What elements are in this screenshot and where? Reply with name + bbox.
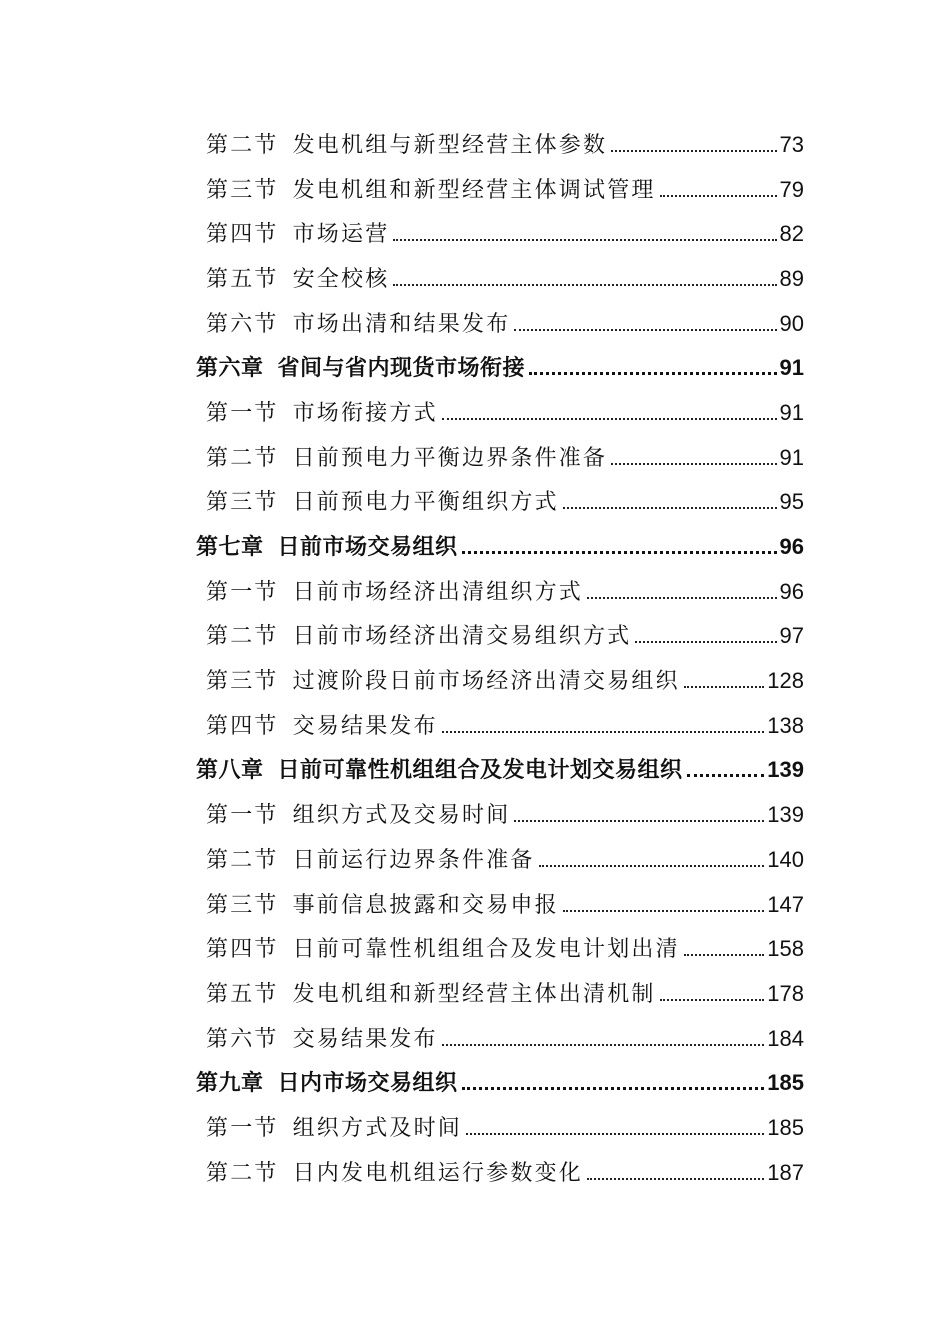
toc-chapter-entry[interactable]: [0, 747, 950, 792]
toc-entry-label: [206, 396, 438, 427]
toc-entry-line: [0, 173, 950, 204]
toc-page-number: 82: [779, 221, 804, 247]
toc-entry-number: 第二节: [206, 1160, 279, 1186]
toc-entry-title: 组织方式及时间: [292, 1115, 463, 1141]
dot-leader: [684, 686, 764, 688]
toc-section-entry[interactable]: [0, 1015, 950, 1060]
dot-leader: [514, 820, 764, 822]
toc-page-number: 96: [779, 578, 804, 604]
toc-entry-label: [206, 664, 680, 695]
toc-entry-line: [0, 262, 950, 293]
toc-entry-title: 过渡阶段日前市场经济出清交易组织: [292, 669, 680, 695]
toc-page-number: 90: [779, 310, 804, 336]
dot-leader: [635, 641, 776, 643]
dot-leader: [660, 999, 765, 1001]
toc-entry-label: [206, 217, 389, 248]
toc-entry-title: 日前市场经济出清交易组织方式: [292, 624, 632, 650]
toc-entry-number: 第四节: [206, 713, 279, 739]
toc-entry-line: [0, 217, 950, 248]
toc-page-number: 96: [779, 534, 804, 560]
toc-entry-line: [0, 351, 950, 382]
toc-section-entry[interactable]: [0, 702, 950, 747]
dot-leader: [684, 954, 764, 956]
toc-entry-title: 日内发电机组运行参数变化: [292, 1160, 584, 1186]
toc-entry-title: 日内市场交易组织: [277, 1071, 458, 1097]
toc-page-number: 79: [779, 176, 804, 202]
toc-chapter-entry[interactable]: [0, 1059, 950, 1104]
toc-entry-label: [206, 798, 510, 829]
toc-page-number: 91: [779, 444, 804, 470]
toc-page-number: 158: [767, 936, 804, 962]
toc-entry-line: [0, 1066, 950, 1097]
toc-entry-line: [0, 709, 950, 740]
toc-entry-number: 第五节: [206, 266, 279, 292]
toc-section-entry[interactable]: [0, 970, 950, 1015]
toc-entry-number: 第一节: [206, 1115, 279, 1141]
toc-entry-line: [0, 485, 950, 516]
toc-page-number: 139: [767, 757, 804, 783]
toc-page-number: 139: [767, 802, 804, 828]
toc-entry-number: 第一节: [206, 803, 279, 829]
toc-entry-line: [0, 753, 950, 784]
toc-entry-title: 交易结果发布: [292, 1026, 438, 1052]
toc-entry-number: 第八章: [196, 758, 264, 784]
toc-entry-number: 第二节: [206, 132, 279, 158]
toc-entry-title: 发电机组与新型经营主体参数: [292, 132, 608, 158]
toc-entry-line: [0, 307, 950, 338]
toc-entry-label: [206, 1156, 583, 1187]
toc-page-number: 140: [767, 846, 804, 872]
dot-leader: [393, 284, 776, 286]
toc-page-number: 138: [767, 712, 804, 738]
dot-leader: [539, 865, 765, 867]
dot-leader: [393, 239, 776, 241]
dot-leader: [587, 1178, 764, 1180]
toc-entry-label: [206, 575, 583, 606]
toc-section-entry[interactable]: [0, 210, 950, 255]
dot-leader: [687, 774, 765, 777]
toc-entry-title: 日前预电力平衡组织方式: [292, 490, 559, 516]
toc-entry-title: 市场出清和结果发布: [292, 311, 511, 337]
dot-leader: [563, 910, 764, 912]
toc-entry-title: 发电机组和新型经营主体出清机制: [292, 981, 656, 1007]
toc-entry-number: 第一节: [206, 400, 279, 426]
toc-page-number: 89: [779, 265, 804, 291]
dot-leader: [462, 1087, 765, 1090]
toc-section-entry[interactable]: [0, 613, 950, 658]
toc-section-entry[interactable]: [0, 836, 950, 881]
toc-section-entry[interactable]: [0, 1104, 950, 1149]
toc-entry-line: [0, 664, 950, 695]
toc-entry-number: 第七章: [196, 535, 264, 561]
toc-entry-line: [0, 888, 950, 919]
toc-page-number: 128: [767, 668, 804, 694]
dot-leader: [529, 372, 776, 375]
toc-entry-number: 第三节: [206, 892, 279, 918]
toc-page-number: 95: [779, 489, 804, 515]
toc-entry-label: [206, 843, 535, 874]
toc-entry-title: 交易结果发布: [292, 713, 438, 739]
toc-entry-number: 第六节: [206, 311, 279, 337]
toc-entry-label: [206, 977, 656, 1008]
dot-leader: [587, 597, 777, 599]
toc-entry-line: [0, 575, 950, 606]
toc-chapter-entry[interactable]: [0, 344, 950, 389]
toc-section-entry[interactable]: [0, 479, 950, 524]
toc-page-number: 185: [767, 1070, 804, 1096]
toc-entry-label: [196, 1066, 458, 1097]
toc-section-entry[interactable]: [0, 434, 950, 479]
toc-entry-title: 市场运营: [292, 222, 390, 248]
dot-leader: [462, 551, 777, 554]
toc-entry-label: [206, 1111, 462, 1142]
toc-entry-label: [196, 351, 525, 382]
toc-entry-title: 日前可靠性机组组合及发电计划出清: [292, 937, 680, 963]
toc-section-entry[interactable]: [0, 925, 950, 970]
toc-entry-line: [0, 932, 950, 963]
toc-entry-title: 事前信息披露和交易申报: [292, 892, 559, 918]
toc-entry-line: [0, 843, 950, 874]
toc-entry-line: [0, 530, 950, 561]
toc-page-number: 91: [779, 399, 804, 425]
toc-entry-number: 第三节: [206, 490, 279, 516]
toc-entry-label: [206, 307, 510, 338]
toc-entry-label: [206, 262, 389, 293]
toc-page-number: 178: [767, 980, 804, 1006]
toc-entry-line: [0, 619, 950, 650]
toc-page-number: 184: [767, 1025, 804, 1051]
toc-entry-line: [0, 441, 950, 472]
toc-section-entry[interactable]: [0, 881, 950, 926]
toc-entry-title: 安全校核: [292, 266, 390, 292]
toc-entry-line: [0, 977, 950, 1008]
toc-entry-title: 日前运行边界条件准备: [292, 847, 535, 873]
toc-entry-line: [0, 1022, 950, 1053]
toc-section-entry[interactable]: [0, 657, 950, 702]
dot-leader: [563, 507, 777, 509]
toc-entry-label: [196, 753, 683, 784]
toc-entry-label: [206, 1022, 438, 1053]
toc-entry-label: [206, 485, 559, 516]
toc-entry-label: [206, 619, 631, 650]
toc-entry-label: [206, 441, 607, 472]
toc-page-number: 91: [779, 355, 804, 381]
toc-entry-number: 第五节: [206, 981, 279, 1007]
toc-entry-number: 第六章: [196, 356, 264, 382]
dot-leader: [514, 329, 776, 331]
dot-leader: [660, 195, 777, 197]
toc-entry-title: 发电机组和新型经营主体调试管理: [292, 177, 656, 203]
toc-entry-label: [196, 530, 458, 561]
toc-entry-line: [0, 1111, 950, 1142]
toc-entry-title: 组织方式及交易时间: [292, 803, 511, 829]
toc-entry-title: 日前市场交易组织: [277, 535, 458, 561]
toc-entry-number: 第九章: [196, 1071, 264, 1097]
toc-page-number: 97: [779, 623, 804, 649]
toc-page-number: 147: [767, 891, 804, 917]
toc-entry-number: 第一节: [206, 579, 279, 605]
toc-section-entry[interactable]: [0, 568, 950, 613]
toc-entry-title: 省间与省内现货市场衔接: [277, 356, 526, 382]
toc-entry-title: 日前可靠性机组组合及发电计划交易组织: [277, 758, 683, 784]
toc-entry-line: [0, 396, 950, 427]
dot-leader: [611, 463, 776, 465]
dot-leader: [611, 150, 776, 152]
toc-entry-number: 第二节: [206, 847, 279, 873]
toc-entry-line: [0, 1156, 950, 1187]
toc-entry-number: 第四节: [206, 937, 279, 963]
toc-entry-title: 日前市场经济出清组织方式: [292, 579, 584, 605]
dot-leader: [442, 731, 764, 733]
toc-section-entry[interactable]: [0, 166, 950, 211]
dot-leader: [466, 1133, 764, 1135]
toc-entry-label: [206, 888, 559, 919]
toc-page-number: 187: [767, 1159, 804, 1185]
toc-chapter-entry[interactable]: [0, 523, 950, 568]
toc-section-entry[interactable]: [0, 389, 950, 434]
toc-entry-label: [206, 709, 438, 740]
toc-entry-number: 第二节: [206, 445, 279, 471]
toc-page-number: 73: [779, 131, 804, 157]
toc-entry-title: 日前预电力平衡边界条件准备: [292, 445, 608, 471]
toc-entry-label: [206, 173, 656, 204]
toc-entry-number: 第四节: [206, 222, 279, 248]
toc-section-entry[interactable]: [0, 791, 950, 836]
toc-entry-number: 第二节: [206, 624, 279, 650]
toc-entry-line: [0, 798, 950, 829]
toc-entry-number: 第三节: [206, 177, 279, 203]
table-of-contents: [0, 121, 950, 1194]
toc-entry-label: [206, 932, 680, 963]
toc-section-entry[interactable]: [0, 1149, 950, 1194]
toc-section-entry[interactable]: [0, 300, 950, 345]
toc-page-number: 185: [767, 1114, 804, 1140]
toc-entry-line: [0, 128, 950, 159]
toc-entry-label: [206, 128, 607, 159]
toc-section-entry[interactable]: [0, 255, 950, 300]
dot-leader: [442, 1044, 764, 1046]
toc-section-entry[interactable]: [0, 121, 950, 166]
dot-leader: [442, 418, 777, 420]
toc-entry-number: 第六节: [206, 1026, 279, 1052]
toc-entry-number: 第三节: [206, 669, 279, 695]
toc-entry-title: 市场衔接方式: [292, 400, 438, 426]
